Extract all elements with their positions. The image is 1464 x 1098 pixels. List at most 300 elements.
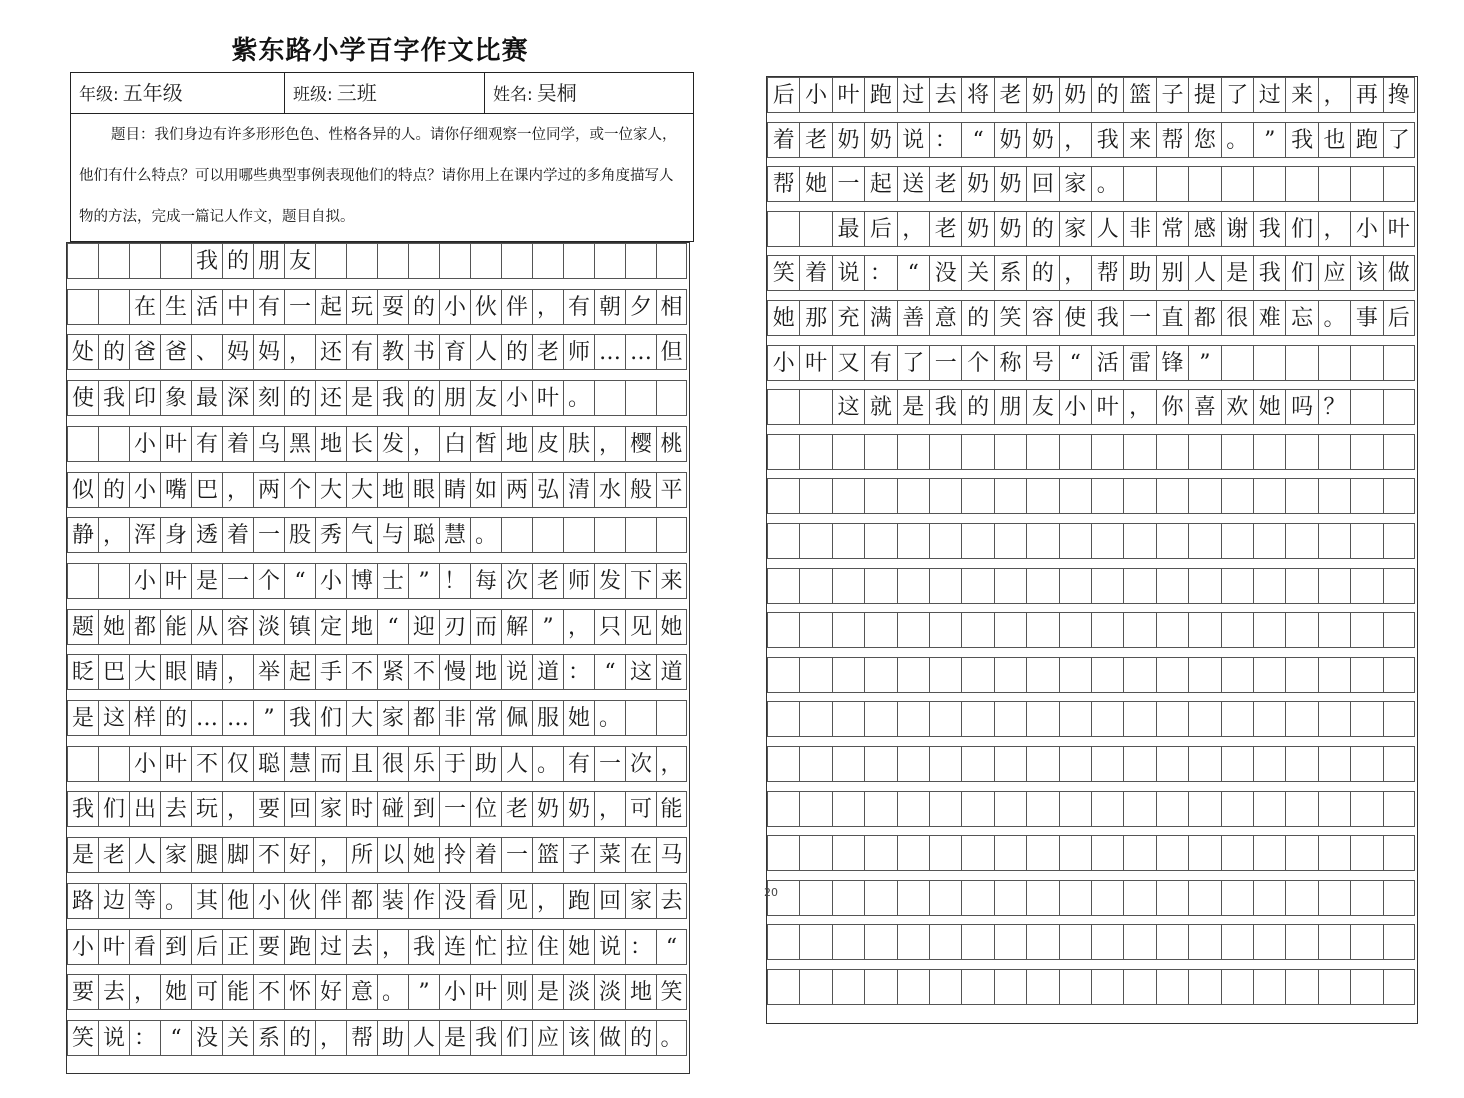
left-grid-cell [625, 700, 656, 736]
left-grid-cell: 仅 [222, 746, 253, 782]
left-grid-cell: 要 [253, 929, 284, 965]
left-grid-cell: 镇 [284, 609, 315, 645]
right-grid-cell [799, 389, 831, 425]
right-grid-cell: 小 [1059, 389, 1091, 425]
right-grid-cell: 子 [1156, 77, 1188, 113]
right-grid-cell: 帮 [767, 166, 799, 202]
left-grid-cell: 帮 [346, 1020, 377, 1056]
right-grid-cell [1350, 880, 1382, 916]
right-grid-cell [929, 746, 961, 782]
right-grid-cell: 我 [1253, 255, 1285, 291]
left-grid-cell: 们 [315, 700, 346, 736]
class-label: 班级: [293, 85, 333, 105]
right-grid-cell [1285, 345, 1317, 381]
right-grid-cell: 我 [1091, 300, 1123, 336]
right-grid-cell: 关 [961, 255, 993, 291]
left-grid-cell: 菜 [594, 837, 625, 873]
right-grid-cell [1383, 568, 1415, 604]
left-grid-cell: 边 [98, 883, 129, 919]
left-grid-cell [594, 243, 625, 279]
left-grid-cell: 叶 [532, 380, 563, 416]
right-grid-cell [1350, 389, 1382, 425]
right-grid-cell [961, 701, 993, 737]
left-grid-cell: 家 [315, 791, 346, 827]
right-grid-row [767, 612, 1415, 648]
right-grid-cell [961, 612, 993, 648]
right-grid-cell [1188, 568, 1220, 604]
right-grid-cell [1285, 166, 1317, 202]
right-grid-cell [1253, 924, 1285, 960]
right-grid-cell [1026, 791, 1058, 827]
right-grid-cell [1253, 568, 1285, 604]
right-grid-cell [1091, 791, 1123, 827]
right-grid-cell [1285, 791, 1317, 827]
right-grid-cell [1091, 835, 1123, 871]
left-grid-cell: 巴 [98, 654, 129, 690]
right-grid-cell [1221, 612, 1253, 648]
right-grid-cell [767, 746, 799, 782]
right-grid-cell: 奶 [994, 122, 1026, 158]
right-grid-cell [961, 478, 993, 514]
right-grid-cell: 这 [832, 389, 864, 425]
right-grid-cell [1123, 523, 1155, 559]
right-grid-cell: 的 [961, 300, 993, 336]
left-grid-cell: 如 [470, 472, 501, 508]
left-grid-cell: 巴 [191, 472, 222, 508]
left-grid-cell: 脚 [222, 837, 253, 873]
right-grid-cell [864, 434, 896, 470]
left-grid-cell: 大 [346, 700, 377, 736]
left-grid-cell: 只 [594, 609, 625, 645]
left-grid-cell: 。 [470, 517, 501, 553]
right-grid-cell [864, 924, 896, 960]
left-grid-cell: 身 [160, 517, 191, 553]
right-grid-cell [1318, 478, 1350, 514]
left-grid-cell [656, 517, 687, 553]
left-grid-cell: 有 [191, 426, 222, 462]
left-grid-cell: 其 [191, 883, 222, 919]
left-grid-row [67, 1020, 687, 1056]
left-grid-cell: 。 [532, 746, 563, 782]
left-grid-cell [656, 243, 687, 279]
left-grid-cell: 我 [470, 1020, 501, 1056]
right-grid-cell [961, 835, 993, 871]
right-grid-cell [1318, 924, 1350, 960]
right-grid-cell [1123, 969, 1155, 1005]
right-grid-cell: 难 [1253, 300, 1285, 336]
right-grid-cell [832, 612, 864, 648]
left-grid-cell: 淡 [594, 974, 625, 1010]
left-grid-cell: 肤 [563, 426, 594, 462]
left-grid-cell: 说 [594, 929, 625, 965]
left-grid-cell: 常 [470, 700, 501, 736]
right-grid-cell: 一 [1123, 300, 1155, 336]
right-grid-cell: 感 [1188, 211, 1220, 247]
left-grid-cell: ， [222, 791, 253, 827]
right-grid-cell [994, 835, 1026, 871]
right-grid-cell [864, 746, 896, 782]
left-grid-cell: 马 [656, 837, 687, 873]
left-grid-cell: 每 [470, 563, 501, 599]
left-grid-cell: ， [222, 654, 253, 690]
left-grid-cell: 样 [129, 700, 160, 736]
left-grid-row [67, 791, 687, 827]
right-grid-cell [1318, 880, 1350, 916]
left-grid-cell: 紧 [377, 654, 408, 690]
left-grid-cell: 老 [98, 837, 129, 873]
left-grid-cell: 见 [501, 883, 532, 919]
right-grid-cell: 直 [1156, 300, 1188, 336]
right-grid-cell [961, 434, 993, 470]
right-grid-cell: 常 [1156, 211, 1188, 247]
right-grid-cell [1318, 835, 1350, 871]
right-grid-cell: 朋 [994, 389, 1026, 425]
right-grid-cell [1285, 880, 1317, 916]
left-grid-cell: 的 [98, 472, 129, 508]
right-grid-cell [767, 701, 799, 737]
right-grid-cell [929, 969, 961, 1005]
right-grid-cell [767, 478, 799, 514]
right-grid-cell [1156, 523, 1188, 559]
right-grid-cell [799, 434, 831, 470]
right-grid-cell [1350, 434, 1382, 470]
left-grid-cell: 慢 [439, 654, 470, 690]
right-grid-cell: 的 [961, 389, 993, 425]
right-grid-cell [1285, 924, 1317, 960]
left-grid-cell: 着 [222, 426, 253, 462]
right-grid-cell: 奶 [961, 211, 993, 247]
left-grid-cell: 都 [129, 609, 160, 645]
left-grid-cell: 回 [284, 791, 315, 827]
left-grid-cell: 股 [284, 517, 315, 553]
right-grid-cell [1156, 568, 1188, 604]
left-grid-cell: 玩 [346, 289, 377, 325]
left-grid-row [67, 243, 687, 279]
left-grid-cell: 。 [377, 974, 408, 1010]
left-grid-cell: 与 [377, 517, 408, 553]
right-grid-cell: ， [1059, 255, 1091, 291]
right-grid-cell [1026, 434, 1058, 470]
left-grid-row [67, 289, 687, 325]
left-grid-row [67, 563, 687, 599]
right-grid-cell: 去 [929, 77, 961, 113]
right-grid-cell [961, 924, 993, 960]
left-grid-cell: 小 [501, 380, 532, 416]
right-grid-cell: ， [1318, 77, 1350, 113]
left-grid-cell: 深 [222, 380, 253, 416]
right-grid-cell [1221, 345, 1253, 381]
left-grid-cell: 这 [98, 700, 129, 736]
right-grid-cell [1221, 791, 1253, 827]
right-grid-cell: 老 [929, 211, 961, 247]
left-grid-cell: 地 [346, 609, 377, 645]
right-grid-cell: 送 [897, 166, 929, 202]
left-grid-cell: 一 [222, 563, 253, 599]
left-grid-cell: 说 [98, 1020, 129, 1056]
left-grid-cell: 博 [346, 563, 377, 599]
left-grid-cell: 的 [284, 1020, 315, 1056]
right-grid-row [767, 434, 1415, 470]
right-grid-cell: 老 [929, 166, 961, 202]
right-grid-cell: 个 [961, 345, 993, 381]
left-grid-cell: 弘 [532, 472, 563, 508]
left-grid-cell: 夕 [625, 289, 656, 325]
right-grid-cell: 叶 [799, 345, 831, 381]
right-grid-cell [864, 612, 896, 648]
name-value: 吴桐 [536, 81, 577, 105]
right-grid-cell [994, 969, 1026, 1005]
left-grid-cell: 叶 [160, 426, 191, 462]
left-grid-cell: 聪 [408, 517, 439, 553]
left-grid-cell: ， [98, 517, 129, 553]
left-grid-cell: 书 [408, 334, 439, 370]
right-grid-cell [1350, 657, 1382, 693]
right-grid-cell: 我 [1253, 211, 1285, 247]
right-grid-cell [1221, 924, 1253, 960]
right-grid-cell [1350, 568, 1382, 604]
right-grid-row [767, 389, 1415, 425]
class-field [284, 73, 484, 113]
left-grid-cell: 还 [315, 334, 346, 370]
right-grid-cell: 将 [961, 77, 993, 113]
right-grid-cell [832, 701, 864, 737]
right-grid-cell: 跑 [864, 77, 896, 113]
right-grid-cell [897, 568, 929, 604]
left-grid-cell: 有 [253, 289, 284, 325]
right-grid-cell [832, 746, 864, 782]
left-grid-cell: “ [656, 929, 687, 965]
left-grid-cell: 伴 [315, 883, 346, 919]
left-grid-cell: 个 [284, 472, 315, 508]
right-grid-cell [1285, 523, 1317, 559]
left-grid-cell: 手 [315, 654, 346, 690]
left-grid-cell: 教 [377, 334, 408, 370]
left-grid-cell: 去 [160, 791, 191, 827]
left-grid-cell: 是 [67, 837, 98, 873]
left-grid-cell: 叶 [470, 974, 501, 1010]
left-grid-cell [67, 746, 98, 782]
left-grid-cell: 中 [222, 289, 253, 325]
right-grid-cell: 她 [767, 300, 799, 336]
right-grid-cell: 奶 [994, 166, 1026, 202]
right-grid-cell: 是 [1221, 255, 1253, 291]
left-grid-cell [408, 243, 439, 279]
left-grid-cell: 的 [284, 380, 315, 416]
left-grid-cell: 们 [98, 791, 129, 827]
right-grid-cell [1059, 478, 1091, 514]
right-grid-cell: 奶 [961, 166, 993, 202]
left-grid-cell: 举 [253, 654, 284, 690]
left-grid-cell: 地 [625, 974, 656, 1010]
left-grid-cell: 朋 [253, 243, 284, 279]
right-grid-cell [897, 924, 929, 960]
left-grid-cell: 叶 [160, 746, 191, 782]
left-grid-cell: 一 [253, 517, 284, 553]
right-grid-cell [994, 568, 1026, 604]
left-grid-cell: 而 [315, 746, 346, 782]
right-grid-cell [1026, 969, 1058, 1005]
left-grid-cell: 清 [563, 472, 594, 508]
left-grid-cell: 迎 [408, 609, 439, 645]
left-grid-cell: 跑 [284, 929, 315, 965]
left-grid-cell: 关 [222, 1020, 253, 1056]
left-grid-cell: 篮 [532, 837, 563, 873]
left-grid-cell: 不 [253, 974, 284, 1010]
left-grid-cell: 是 [191, 563, 222, 599]
left-grid-cell: 我 [377, 380, 408, 416]
right-grid-cell [1156, 612, 1188, 648]
left-grid-cell: 乐 [408, 746, 439, 782]
right-grid-cell: 家 [1059, 166, 1091, 202]
left-grid-cell: ， [284, 334, 315, 370]
left-grid-row [67, 517, 687, 553]
right-grid-cell: 过 [1253, 77, 1285, 113]
left-grid-cell: 不 [191, 746, 222, 782]
right-grid-cell: 后 [1383, 300, 1415, 336]
left-grid-cell: 樱 [625, 426, 656, 462]
right-grid-row [767, 478, 1415, 514]
left-grid-cell: 地 [315, 426, 346, 462]
left-grid-cell: 处 [67, 334, 98, 370]
left-grid-cell [98, 746, 129, 782]
right-grid-cell: 小 [1350, 211, 1382, 247]
left-grid-cell: 小 [129, 426, 160, 462]
right-grid-cell [1383, 791, 1415, 827]
right-grid-cell [832, 969, 864, 1005]
left-grid-cell: 好 [284, 837, 315, 873]
left-grid-cell: … [191, 700, 222, 736]
right-grid-cell [897, 657, 929, 693]
right-grid-cell [1285, 478, 1317, 514]
right-grid-cell [929, 835, 961, 871]
right-grid-cell [1350, 612, 1382, 648]
left-grid-cell: 我 [284, 700, 315, 736]
right-grid-cell [767, 924, 799, 960]
left-grid-cell: 路 [67, 883, 98, 919]
left-grid-cell: 有 [346, 334, 377, 370]
left-grid-cell: 叶 [160, 563, 191, 599]
right-grid-cell [799, 612, 831, 648]
left-grid-cell: 水 [594, 472, 625, 508]
right-grid-cell [1123, 924, 1155, 960]
right-grid-cell: 的 [1026, 255, 1058, 291]
right-grid-cell [961, 568, 993, 604]
left-grid-cell: 刃 [439, 609, 470, 645]
left-grid-cell: 乌 [253, 426, 284, 462]
left-grid-cell [625, 380, 656, 416]
left-grid-cell: 到 [160, 929, 191, 965]
left-grid-cell: 见 [625, 609, 656, 645]
left-grid-cell: 小 [67, 929, 98, 965]
left-grid-cell: 黑 [284, 426, 315, 462]
left-grid-cell: 是 [67, 700, 98, 736]
right-grid-cell [1253, 345, 1285, 381]
right-grid-cell [961, 880, 993, 916]
left-grid-cell: 睛 [439, 472, 470, 508]
left-grid-cell: 她 [656, 609, 687, 645]
right-grid-cell: 奶 [1026, 122, 1058, 158]
right-grid-cell [1188, 880, 1220, 916]
left-grid-cell [532, 517, 563, 553]
left-grid-cell: 是 [346, 380, 377, 416]
right-grid-cell [929, 612, 961, 648]
left-grid-cell [98, 243, 129, 279]
left-grid-cell [470, 243, 501, 279]
right-grid-cell: 着 [767, 122, 799, 158]
left-grid-cell: 刻 [253, 380, 284, 416]
left-grid-cell: 从 [191, 609, 222, 645]
left-grid-cell: 她 [563, 929, 594, 965]
right-grid-cell [1091, 880, 1123, 916]
right-grid-cell [1059, 791, 1091, 827]
right-grid-cell [1091, 523, 1123, 559]
left-grid-cell: 聪 [253, 746, 284, 782]
right-grid-cell [1123, 568, 1155, 604]
left-grid-cell: ” [408, 974, 439, 1010]
left-grid-cell: 朝 [594, 289, 625, 325]
left-grid-cell: 两 [253, 472, 284, 508]
left-grid-cell: 一 [284, 289, 315, 325]
left-grid-cell: 家 [625, 883, 656, 919]
right-grid-row [767, 746, 1415, 782]
right-grid-cell: 了 [897, 345, 929, 381]
left-grid-cell: 活 [191, 289, 222, 325]
right-grid-cell [1091, 701, 1123, 737]
name-label: 姓名: [493, 85, 533, 105]
right-grid-cell: ， [1059, 122, 1091, 158]
grade-value: 五年级 [122, 81, 183, 105]
right-grid-cell: 充 [832, 300, 864, 336]
right-grid-cell [864, 835, 896, 871]
right-grid-cell: 了 [1383, 122, 1415, 158]
left-grid-cell: 伙 [284, 883, 315, 919]
right-grid-cell [994, 434, 1026, 470]
right-grid-cell: 来 [1123, 122, 1155, 158]
left-grid-cell: 相 [656, 289, 687, 325]
left-grid-cell: 怀 [284, 974, 315, 1010]
right-grid-cell [1123, 880, 1155, 916]
left-grid-cell: ， [532, 289, 563, 325]
right-grid-cell [1285, 701, 1317, 737]
left-grid-cell: 生 [160, 289, 191, 325]
left-grid-cell: 的 [98, 334, 129, 370]
right-grid-cell [1188, 924, 1220, 960]
left-grid-cell: 人 [470, 334, 501, 370]
left-grid-cell: 可 [625, 791, 656, 827]
left-grid-cell: 友 [284, 243, 315, 279]
left-grid-cell: 友 [470, 380, 501, 416]
left-grid-cell: 小 [253, 883, 284, 919]
right-grid-cell: ： [864, 255, 896, 291]
left-grid-cell: 拉 [501, 929, 532, 965]
right-grid-cell [1383, 880, 1415, 916]
right-grid-cell [1350, 791, 1382, 827]
right-grid-cell [1383, 657, 1415, 693]
right-grid-cell: 再 [1350, 77, 1382, 113]
right-grid-cell [1188, 835, 1220, 871]
right-grid-cell: 笑 [994, 300, 1026, 336]
right-grid-cell: 满 [864, 300, 896, 336]
right-grid-cell [1221, 478, 1253, 514]
right-grid-cell: ， [1318, 211, 1350, 247]
right-grid-cell: 了 [1221, 77, 1253, 113]
left-grid-cell: 眨 [67, 654, 98, 690]
left-grid-cell: … [625, 334, 656, 370]
right-grid-cell: 老 [994, 77, 1026, 113]
right-grid-cell [1318, 345, 1350, 381]
right-grid-cell [929, 657, 961, 693]
left-grid-cell: 意 [346, 974, 377, 1010]
